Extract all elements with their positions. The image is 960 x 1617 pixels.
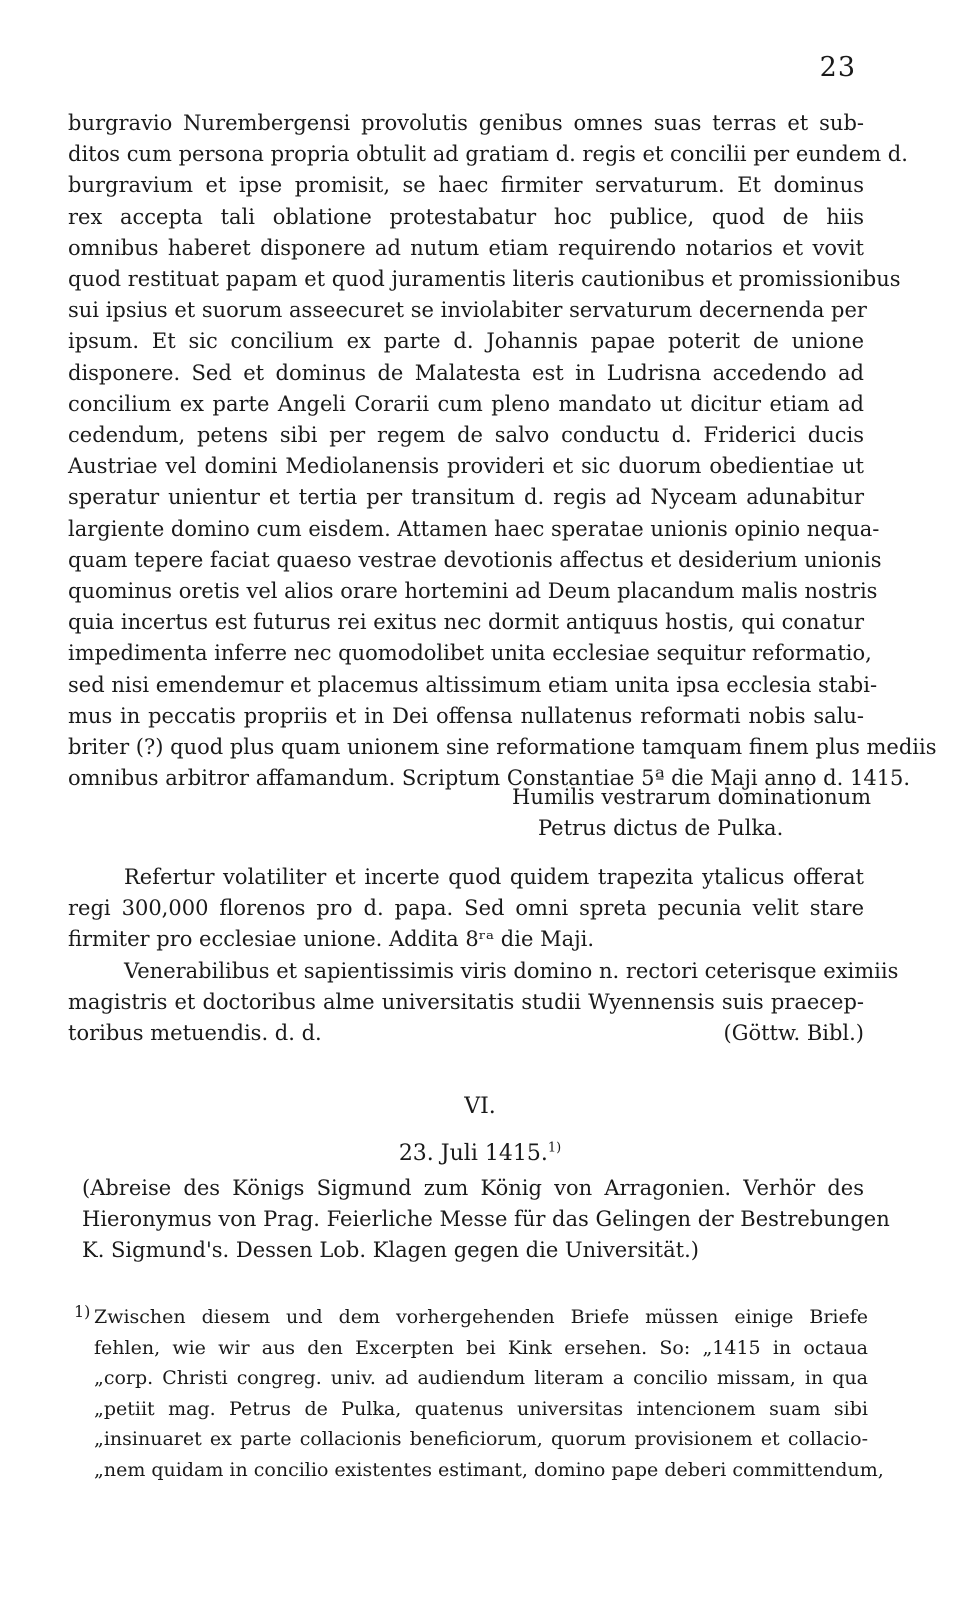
text-line: Refertur volatiliter et incerte quod quidem trapezita ytalicus offerat xyxy=(124,865,864,889)
text-line: ditos cum persona propria obtulit ad gratiam d. regis et concilii per eundem d. xyxy=(68,142,908,167)
text-line: mus in peccatis propriis et in Dei offensa nullatenus reformati nobis salu- xyxy=(68,703,864,728)
text-line: burgravium et ipse promisit, se haec firmiter servaturum. Et dominus xyxy=(68,173,864,198)
text-line: quod restituat papam et quod juramentis literis cautionibus et promissionibus xyxy=(68,267,901,292)
address-text: toribus metuendis. d. d. xyxy=(68,1021,322,1046)
letter-text xyxy=(68,108,937,794)
abstract-line: (Abreise des Königs Sigmund zum König von Arragonien. Verhör des xyxy=(82,1176,864,1200)
text-line: quam tepere faciat quaeso vestrae devotionis affectus et desiderium unionis xyxy=(68,547,882,572)
footnote-mark: 1) xyxy=(74,1302,91,1321)
text-line: regi 300,000 florenos pro d. papa. Sed omni spreta pecunia velit stare xyxy=(68,896,864,921)
note-text xyxy=(68,862,899,1049)
address-line xyxy=(68,1018,864,1049)
footnote-line: „petiit mag. Petrus de Pulka, quatenus universitas intencionem suam sibi xyxy=(94,1397,868,1420)
text-line: briter (?) quod plus quam unionem sine reformatione tamquam finem plus mediis xyxy=(68,735,937,760)
section-abstract xyxy=(82,1173,890,1266)
text-line: quia incertus est futurus rei exitus nec dormit antiquus hostis, qui conatur xyxy=(68,610,865,635)
signature-name xyxy=(538,813,868,844)
text-line: Venerabilibus et sapientissimis viris domino n. rectori ceterisque eximiis xyxy=(124,958,899,983)
text-line: burgravio Nurembergensi provolutis genibus omnes suas terras et sub- xyxy=(68,111,864,135)
text-line: sui ipsius et suorum asseecuret se inviolabiter servaturum decernenda per xyxy=(68,298,867,323)
text-line: speratur unientur et tertia per transitum d. regis ad Nyceam adunabitur xyxy=(68,485,864,510)
signature-line: Humilis vestrarum dominationum xyxy=(512,785,872,809)
text-line: cedendum, petens sibi per regem de salvo conductu d. Friderici ducis xyxy=(68,423,864,448)
signature-closing xyxy=(512,782,872,813)
footnote-line: „nem quidam in concilio existentes estimant, domino pape deberi committendum, xyxy=(94,1458,884,1481)
text-line: firmiter pro ecclesiae unione. Addita 8ʳᵃ die Maji. xyxy=(68,927,594,952)
date-text: 23. Juli 1415. xyxy=(398,1141,548,1166)
text-line: disponere. Sed et dominus de Malatesta est in Ludrisna accedendo ad xyxy=(68,360,864,385)
text-line: omnibus haberet disponere ad nutum etiam requirendo notarios et vovit xyxy=(68,235,864,260)
text-line: quominus oretis vel alios orare hortemini ad Deum placandum malis nostris xyxy=(68,579,878,604)
footnote-line: Zwischen diesem und dem vorhergehenden Briefe müssen einige Briefe xyxy=(94,1306,868,1328)
footnote-reference: 1) xyxy=(547,1140,562,1156)
footnote-line: „insinuaret ex parte collacionis beneficiorum, quorum provisionem et collacio- xyxy=(94,1428,868,1450)
text-line: impedimenta inferre nec quomodolibet unita ecclesiae sequitur reformatio, xyxy=(68,641,872,666)
abstract-line: Hieronymus von Prag. Feierliche Messe für das Gelingen der Bestrebungen xyxy=(82,1207,890,1231)
footnote xyxy=(74,1302,884,1485)
section-numeral: VI. xyxy=(464,1094,496,1119)
text-line: concilium ex parte Angeli Corarii cum pleno mandato ut dicitur etiam ad xyxy=(68,391,864,416)
footnote-line: „corp. Christi congreg. univ. ad audiendum literam a concilio missam, in qua xyxy=(94,1367,868,1389)
text-line: Austriae vel domini Mediolanensis provideri et sic duorum obedientiae ut xyxy=(68,454,864,479)
text-line: omnibus arbitror affamandum. Scriptum Constantiae 5ª die Maji anno d. 1415. xyxy=(68,766,911,791)
source-reference: (Göttw. Bibl.) xyxy=(723,1021,864,1046)
text-line: sed nisi emendemur et placemus altissimum etiam unita ipsa ecclesia stabi- xyxy=(68,672,878,697)
signature-line: Petrus dictus de Pulka. xyxy=(538,816,784,840)
text-line: largiente domino cum eisdem. Attamen haec speratae unionis opinio nequa- xyxy=(68,516,880,541)
abstract-line: K. Sigmund's. Dessen Lob. Klagen gegen die Universität.) xyxy=(82,1238,699,1262)
footnote-line: fehlen, wie wir aus den Excerpten bei Kink ersehen. So: „1415 in octaua xyxy=(94,1336,868,1359)
text-line: ipsum. Et sic concilium ex parte d. Johannis papae poterit de unione xyxy=(68,329,864,354)
section-date xyxy=(0,1141,960,1166)
page-number: 23 xyxy=(819,52,856,83)
text-line: magistris et doctoribus alme universitatis studii Wyennensis suis praecep- xyxy=(68,989,864,1014)
text-line: rex accepta tali oblatione protestabatur hoc publice, quod de hiis xyxy=(68,204,864,229)
